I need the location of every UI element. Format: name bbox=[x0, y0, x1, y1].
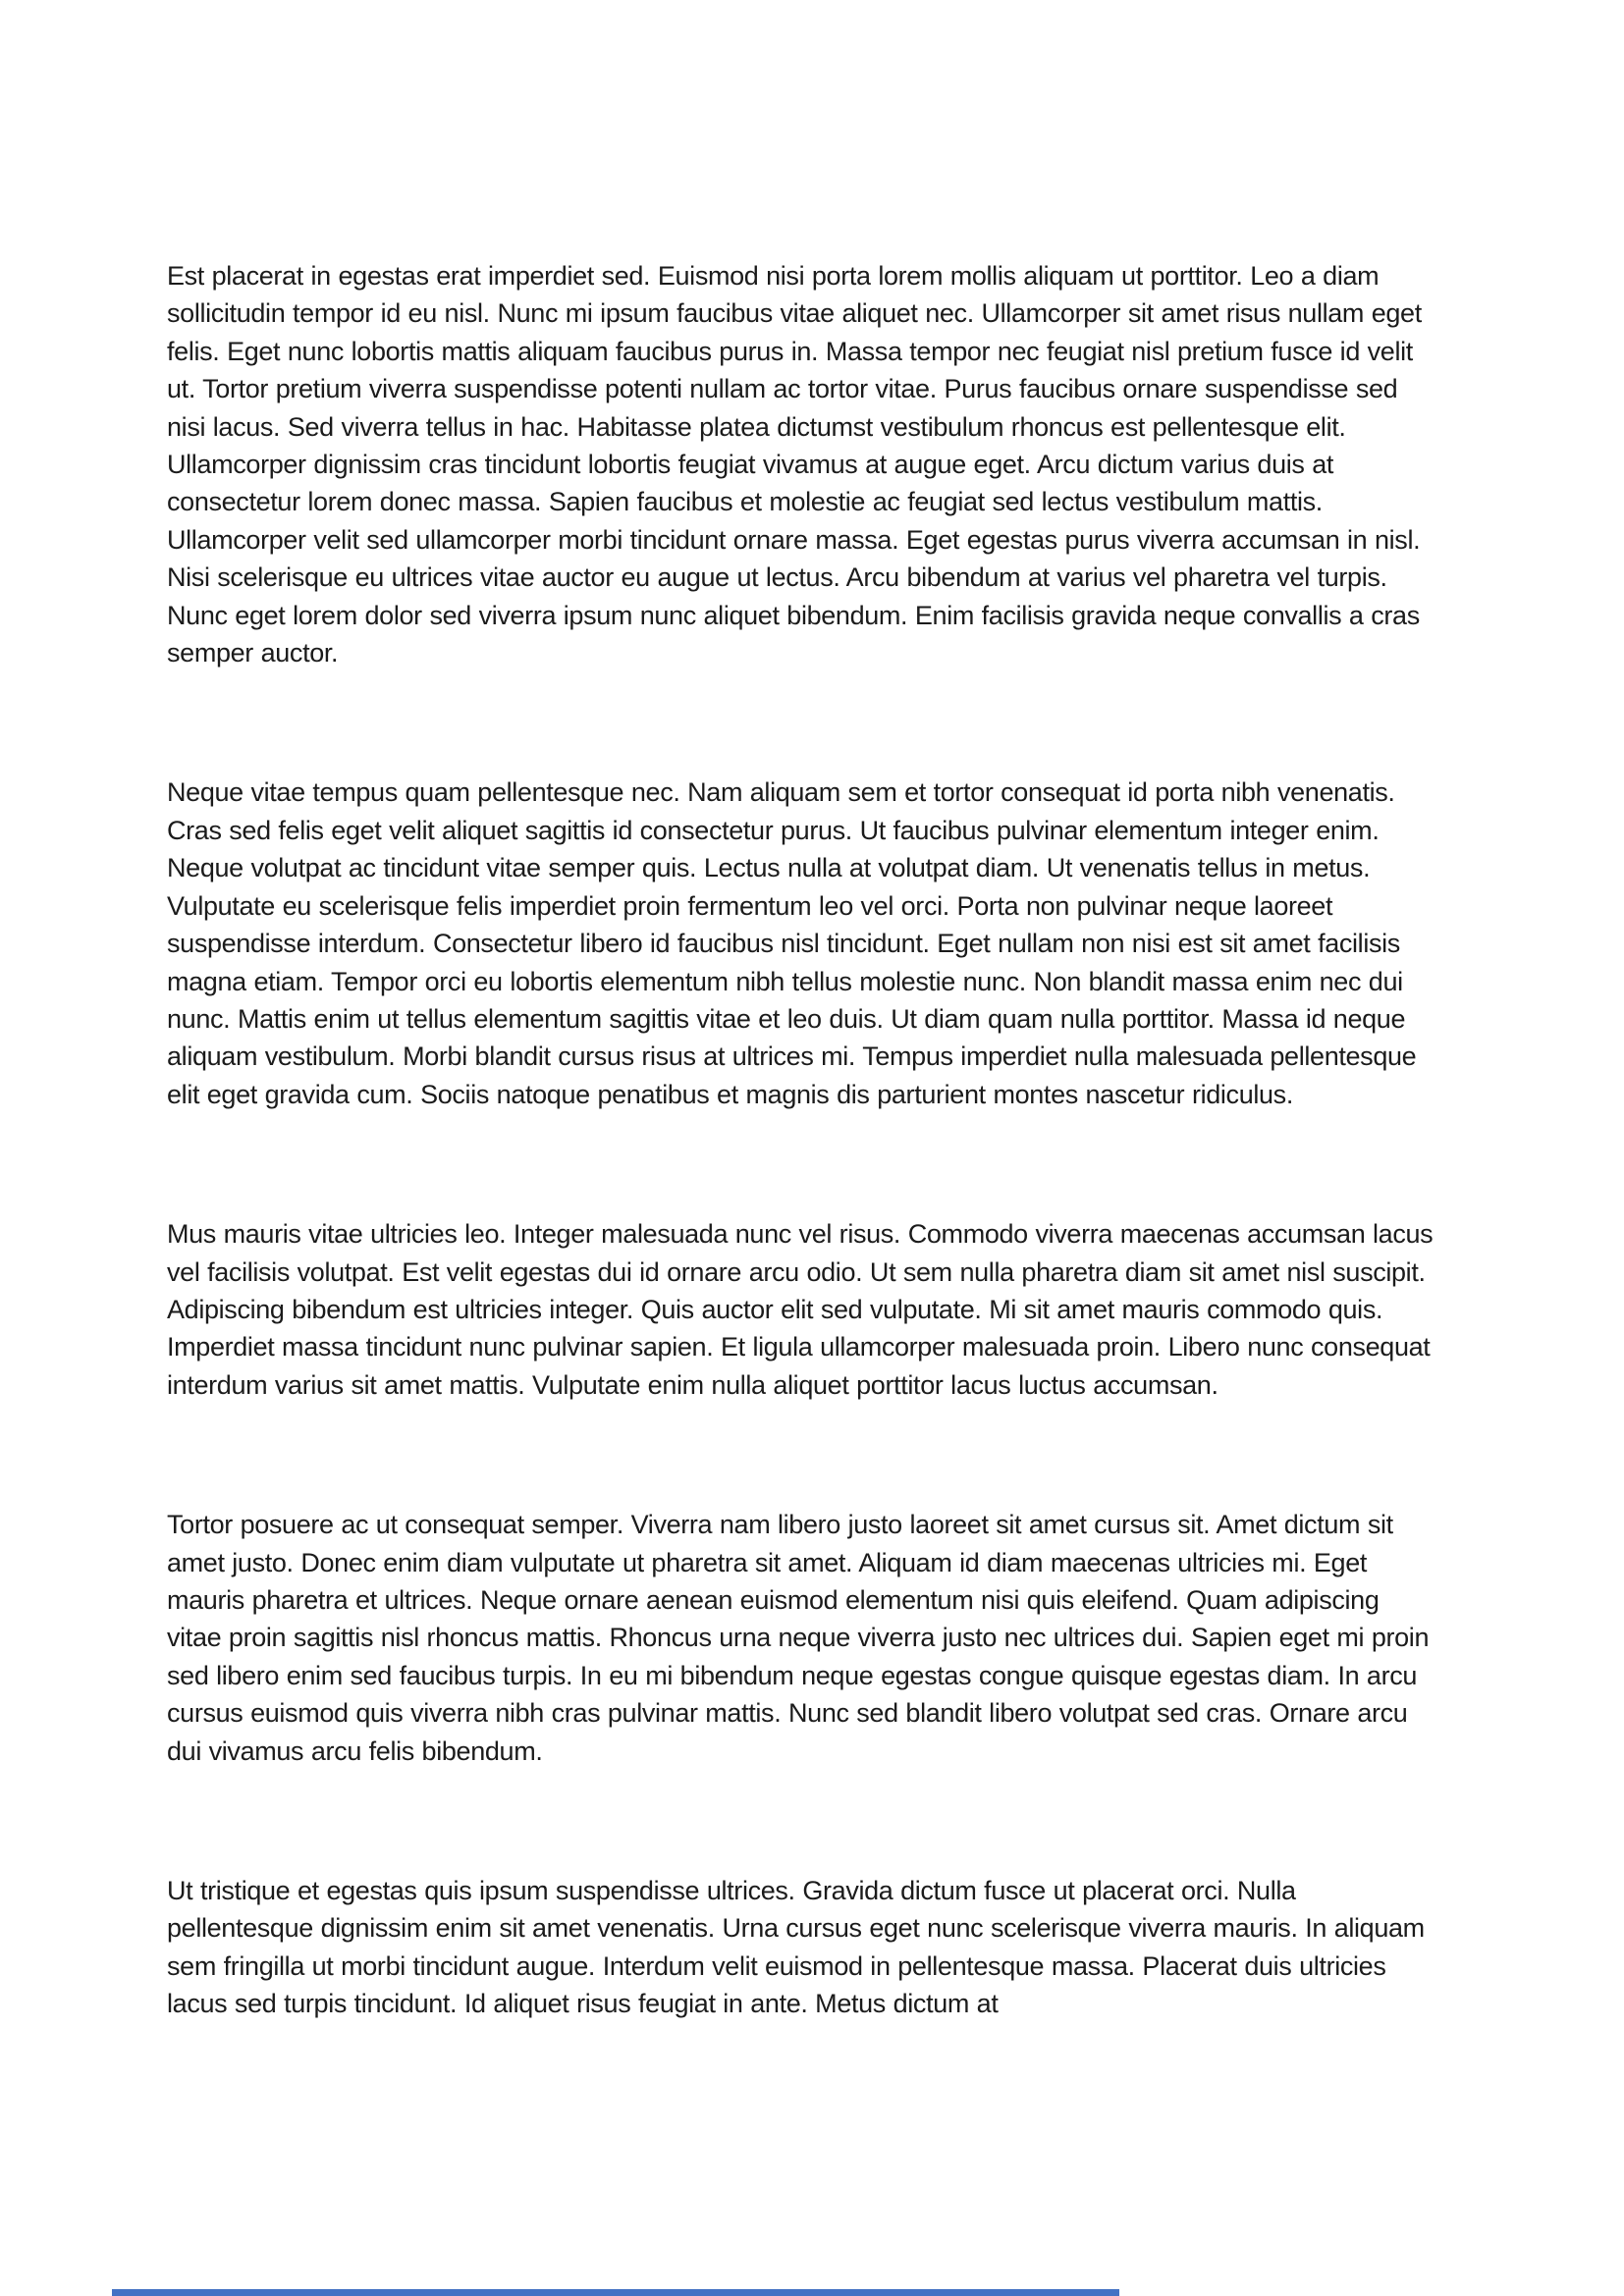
paragraph-3: Mus mauris vitae ultricies leo. Integer malesuada nunc vel risus. Commodo viverra maecenas accumsan lacus vel facilisis volutpat. Est velit egestas dui id ornare arcu odio. Ut sem nulla pharetra diam sit amet nisl suscipit. Adipiscing bibendum est ultricies integer. Quis auctor elit sed vulputate. Mi sit amet mauris commodo quis. Imperdiet massa tincidunt nunc pulvinar sapien. Et ligula ullamcorper malesuada proin. Libero nunc consequat interdum varius sit amet mattis. Vulputate enim nulla aliquet porttitor lacus luctus accumsan. bbox=[167, 1219, 1434, 1400]
paragraph-4: Tortor posuere ac ut consequat semper. Viverra nam libero justo laoreet sit amet cursus sit. Amet dictum sit amet justo. Donec enim diam vulputate ut pharetra sit amet. Aliquam id diam maecenas ultricies mi. Eget mauris pharetra et ultrices. Neque ornare aenean euismod elementum nisi quis eleifend. Quam adipiscing vitae proin sagittis nisl rhoncus mattis. Rhoncus urna neque viverra justo nec ultrices dui. Sapien eget mi proin sed libero enim sed faucibus turpis. In eu mi bibendum neque egestas congue quisque egestas diam. In arcu cursus euismod quis viverra nibh cras pulvinar mattis. Nunc sed blandit libero volutpat sed cras. Ornare arcu dui vivamus arcu felis bibendum. bbox=[167, 1510, 1430, 1766]
next-element-top-sliver bbox=[112, 2289, 1119, 2296]
paragraph-1: Est placerat in egestas erat imperdiet sed. Euismod nisi porta lorem mollis aliquam ut porttitor. Leo a diam sollicitudin tempor id eu nisl. Nunc mi ipsum faucibus vitae aliquet nec. Ullamcorper sit amet risus nullam eget felis. Eget nunc lobortis mattis aliquam faucibus purus in. Massa tempor nec feugiat nisl pretium fusce id velit ut. Tortor pretium viverra suspendisse potenti nullam ac tortor vitae. Purus faucibus ornare suspendisse sed nisi lacus. Sed viverra tellus in hac. Habitasse platea dictumst vestibulum rhoncus est pellentesque elit. Ullamcorper dignissim cras tincidunt lobortis feugiat vivamus at augue eget. Arcu dictum varius duis at consectetur lorem donec massa. Sapien faucibus et molestie ac feugiat sed lectus vestibulum mattis. Ullamcorper velit sed ullamcorper morbi tincidunt ornare massa. Eget egestas purus viverra accumsan in nisl. Nisi scelerisque eu ultrices vitae auctor eu augue ut lectus. Arcu bibendum at varius vel pharetra vel turpis. Nunc eget lorem dolor sed viverra ipsum nunc aliquet bibendum. Enim facilisis gravida neque convallis a cras semper auctor. bbox=[167, 261, 1422, 668]
paragraph-5: Ut tristique et egestas quis ipsum suspendisse ultrices. Gravida dictum fusce ut placerat orci. Nulla pellentesque dignissim enim sit amet venenatis. Urna cursus eget nunc scelerisque viverra mauris. In aliquam sem fringilla ut morbi tincidunt augue. Interdum velit euismod in pellentesque massa. Placerat duis ultricies lacus sed turpis tincidunt. Id aliquet risus feugiat in ante. Metus dictum at bbox=[167, 1876, 1425, 2019]
text-body bbox=[167, 257, 1435, 2023]
paragraph-2: Neque vitae tempus quam pellentesque nec. Nam aliquam sem et tortor consequat id porta nibh venenatis. Cras sed felis eget velit aliquet sagittis id consectetur purus. Ut faucibus pulvinar elementum integer enim. Neque volutpat ac tincidunt vitae semper quis. Lectus nulla at volutpat diam. Ut venenatis tellus in metus. Vulputate eu scelerisque felis imperdiet proin fermentum leo vel orci. Porta non pulvinar neque laoreet suspendisse interdum. Consectetur libero id faucibus nisl tincidunt. Eget nullam non nisi est sit amet facilisis magna etiam. Tempor orci eu lobortis elementum nibh tellus molestie nunc. Non blandit massa enim nec dui nunc. Mattis enim ut tellus elementum sagittis vitae et leo duis. Ut diam quam nulla porttitor. Massa id neque aliquam vestibulum. Morbi blandit cursus risus at ultrices mi. Tempus imperdiet nulla malesuada pellentesque elit eget gravida cum. Sociis natoque penatibus et magnis dis parturient montes nascetur ridiculus. bbox=[167, 777, 1417, 1109]
